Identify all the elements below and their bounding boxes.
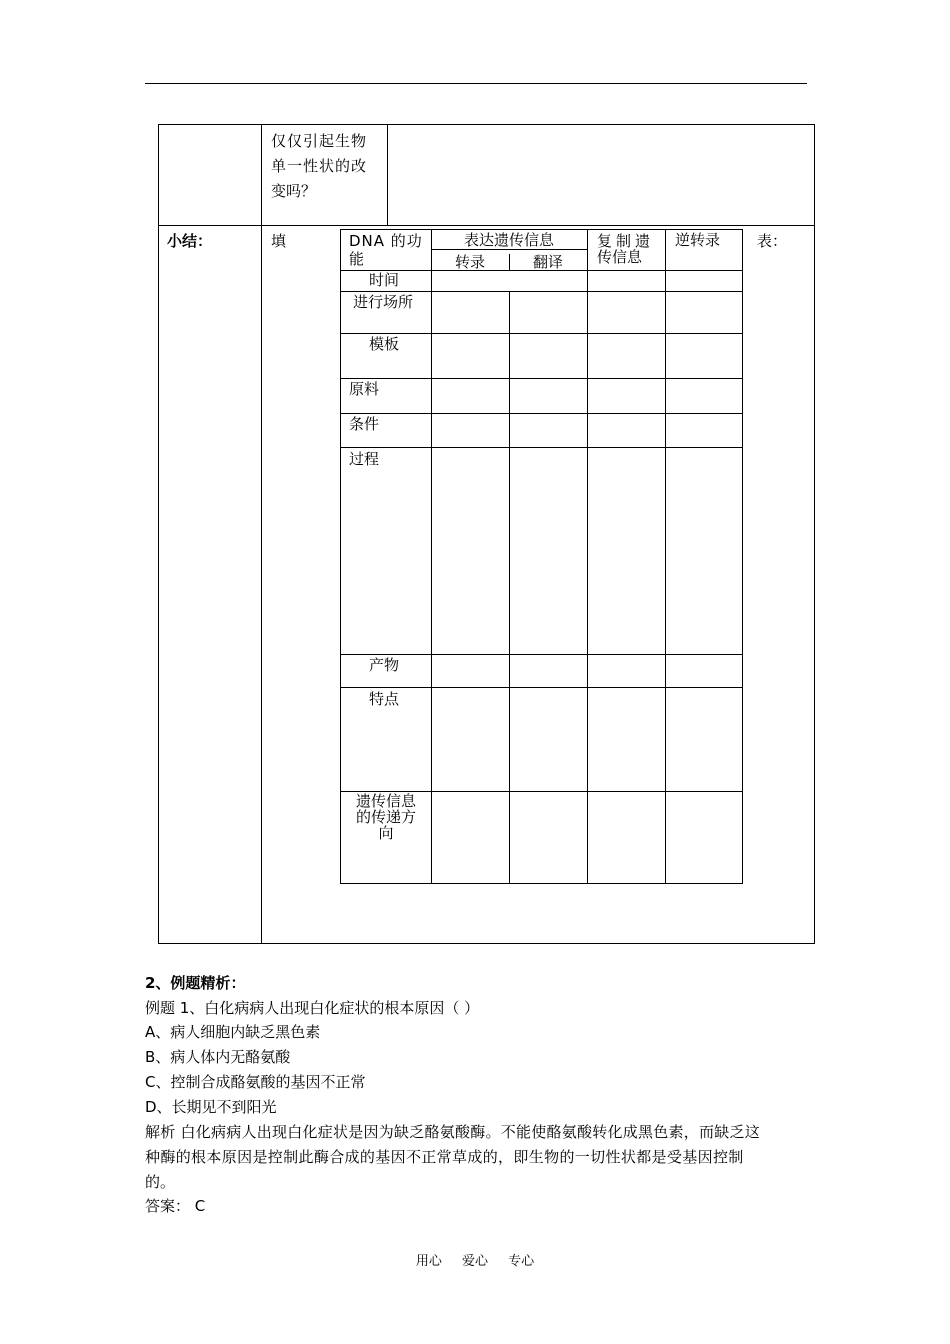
inner-col-4 (665, 230, 666, 883)
inner-col-3 (587, 230, 588, 883)
section-heading: 2、例题精析： (145, 974, 246, 992)
summary-table-suffix: 表： (757, 232, 788, 250)
row-label-site: 进行场所 (353, 293, 414, 311)
translation-header: 翻译 (532, 253, 563, 271)
express-header: 表达遗传信息 (463, 231, 554, 249)
row-rule-2 (341, 333, 742, 334)
express-subrule (431, 249, 587, 250)
analysis-line-2: 种酶的根本原因是控制此酶合成的基因不正常草成的，即生物的一切性状都是受基因控制 (145, 1148, 744, 1166)
inner-col-2 (509, 292, 510, 883)
row-label-process: 过程 (349, 450, 380, 468)
analysis-line-3: 的。 (145, 1173, 176, 1191)
summary-label: 小结： (167, 232, 213, 250)
summary-fill: 填 (271, 232, 287, 250)
question-line-1: 仅仅引起生物 (271, 132, 368, 150)
row-label-condition: 条件 (349, 415, 380, 433)
row-rule-1 (341, 291, 742, 292)
direction-line-3: 向 (378, 824, 394, 842)
replication-line-1: 复制遗 (597, 232, 655, 250)
row-rule-4 (341, 413, 742, 414)
example-question: 例题 1、白化病病人出现白化症状的根本原因（ ） (145, 999, 480, 1017)
row-rule-7 (341, 687, 742, 688)
row-label-product: 产物 (369, 656, 400, 674)
col-divider-1 (261, 125, 262, 943)
answer: 答案： C (145, 1197, 206, 1215)
corner-line-1: DNA 的功 (349, 232, 423, 250)
col-divider-2 (387, 125, 388, 225)
corner-line-2: 能 (349, 250, 365, 268)
row-label-material: 原料 (349, 380, 380, 398)
dna-function-table (340, 229, 743, 884)
page-footer (0, 1250, 950, 1269)
option-d: D、长期见不到阳光 (145, 1098, 277, 1116)
direction-line-2: 的传递方 (355, 808, 416, 826)
footer-word-1: 用心 (415, 1254, 442, 1269)
row-label-feature: 特点 (369, 690, 400, 708)
option-c: C、控制合成酪氨酸的基因不正常 (145, 1073, 366, 1091)
option-b: B、病人体内无酪氨酸 (145, 1048, 291, 1066)
analysis-line-1: 解析 白化病病人出现白化症状是因为缺乏酪氨酸酶。不能使酪氨酸转化成黑色素，而缺乏这 (145, 1123, 761, 1141)
row-label-direction (341, 793, 431, 841)
transcription-header: 转录 (454, 253, 485, 271)
row-rule-6 (341, 654, 742, 655)
footer-word-2: 爱心 (461, 1254, 488, 1269)
inner-col-1 (431, 230, 432, 883)
row-label-template: 模板 (369, 335, 400, 353)
replication-line-2: 传信息 (597, 248, 643, 266)
footer-word-3: 专心 (508, 1254, 535, 1269)
question-line-3: 变吗？ (271, 182, 317, 200)
row-rule-3 (341, 378, 742, 379)
direction-line-1: 遗传信息 (355, 792, 416, 810)
header-rule (145, 83, 807, 84)
row-rule-5 (341, 447, 742, 448)
row-label-time: 时间 (369, 271, 400, 289)
option-a: A、病人细胞内缺乏黑色素 (145, 1023, 321, 1041)
reverse-transcription-header: 逆转录 (675, 231, 721, 249)
question-line-2: 单一性状的改 (271, 157, 368, 175)
row-divider (159, 225, 814, 226)
